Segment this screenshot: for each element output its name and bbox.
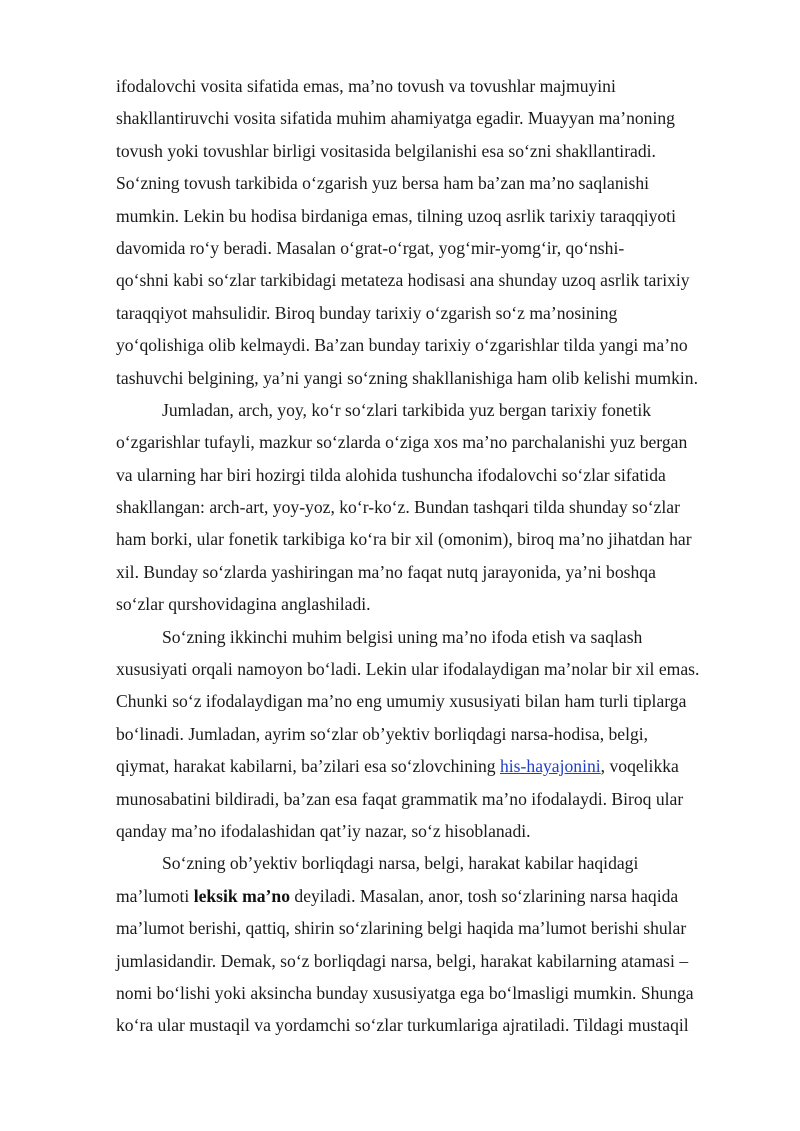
text-line: ma’lumot berishi, qattiq, shirin so‘zlarining belgi haqida ma’lumot berishi shular bbox=[116, 918, 687, 939]
paragraph-1 bbox=[116, 70, 744, 394]
text-line-indented: Jumladan, arch, yoy, ko‘r so‘zlari tarkibida yuz bergan tarixiy fonetik bbox=[162, 399, 652, 420]
text-line: qanday ma’no ifodalashidan qat’iy nazar, so‘z hisoblanadi. bbox=[116, 820, 531, 841]
text-line: nomi bo‘lishi yoki aksincha bunday xususiyatga ega bo‘lmasligi mumkin. Shunga bbox=[116, 982, 694, 1003]
text-line: o‘zgarishlar tufayli, mazkur so‘zlarda o‘ziga xos ma’no parchalanishi yuz bergan bbox=[116, 432, 688, 453]
text-segment: deyiladi. Masalan, anor, tosh so‘zlarining narsa haqida bbox=[290, 885, 679, 906]
text-segment: , voqelikka bbox=[600, 756, 679, 777]
text-line: Chunki so‘z ifodalaydigan ma’no eng umumiy xususiyati bilan ham turli tiplarga bbox=[116, 691, 687, 712]
text-line: shakllantiruvchi vosita sifatida muhim ahamiyatga egadir. Muayyan ma’noning bbox=[116, 108, 675, 129]
text-line: mumkin. Lekin bu hodisa birdaniga emas, tilning uzoq asrlik tarixiy taraqqiyoti bbox=[116, 205, 676, 226]
text-line: munosabatini bildiradi, ba’zan esa faqat grammatik ma’no ifodalaydi. Biroq ular bbox=[116, 788, 684, 809]
text-line: xususiyati orqali namoyon bo‘ladi. Lekin ular ifodalaydigan ma’nolar bir xil emas. bbox=[116, 659, 700, 680]
text-segment: ma’lumoti bbox=[116, 885, 194, 906]
text-line: ifodalovchi vosita sifatida emas, ma’no tovush va tovushlar majmuyini bbox=[116, 76, 616, 96]
text-line: yo‘qolishiga olib kelmaydi. Ba’zan bunday tarixiy o‘zgarishlar tilda yangi ma’no bbox=[116, 335, 688, 356]
text-line: so‘zlar qurshovidagina anglashiladi. bbox=[116, 594, 371, 615]
text-line: ko‘ra ular mustaqil va yordamchi so‘zlar turkumlariga ajratiladi. Tildagi mustaqil bbox=[116, 1015, 689, 1036]
text-segment: qiymat, harakat kabilarni, ba’zilari esa so‘zlovchining bbox=[116, 756, 500, 777]
paragraph-4 bbox=[116, 847, 744, 1041]
text-line: So‘zning tovush tarkibida o‘zgarish yuz bersa ham ba’zan ma’no saqlanishi bbox=[116, 173, 650, 194]
paragraph-3 bbox=[116, 621, 744, 848]
text-line: ham borki, ular fonetik tarkibiga ko‘ra bir xil (omonim), biroq ma’no jihatdan har bbox=[116, 529, 692, 550]
term-leksik-mano: leksik ma’no bbox=[193, 885, 290, 906]
text-line: jumlasidandir. Demak, so‘z borliqdagi narsa, belgi, harakat kabilarning atamasi – bbox=[116, 950, 689, 971]
text-line: qo‘shni kabi so‘zlar tarkibidagi metateza hodisasi ana shunday uzoq asrlik tarixiy bbox=[116, 270, 690, 291]
document-page bbox=[116, 70, 744, 1042]
text-line-indented: So‘zning ikkinchi muhim belgisi uning ma’no ifoda etish va saqlash bbox=[162, 626, 643, 647]
text-line: tovush yoki tovushlar birligi vositasida belgilanishi esa so‘zni shakllantiradi. bbox=[116, 140, 656, 161]
text-line: davomida ro‘y beradi. Masalan o‘grat-o‘rgat, yog‘mir-yomg‘ir, qo‘nshi- bbox=[116, 237, 625, 258]
text-line-indented: So‘zning ob’yektiv borliqdagi narsa, belgi, harakat kabilar haqidagi bbox=[162, 853, 639, 874]
text-line: bo‘linadi. Jumladan, ayrim so‘zlar ob’yektiv borliqdagi narsa-hodisa, belgi, bbox=[116, 723, 649, 744]
text-line: xil. Bunday so‘zlarda yashiringan ma’no faqat nutq jarayonida, ya’ni boshqa bbox=[116, 561, 656, 582]
paragraph-2 bbox=[116, 394, 744, 621]
text-line: tashuvchi belgining, ya’ni yangi so‘zning shakllanishiga ham olib kelishi mumkin. bbox=[116, 367, 698, 388]
text-line-with-link bbox=[116, 750, 744, 782]
text-line: shakllangan: arch-art, yoy-yoz, ko‘r-ko‘z. Bundan tashqari tilda shunday so‘zlar bbox=[116, 497, 680, 518]
text-line: va ularning har biri hozirgi tilda alohida tushuncha ifodalovchi so‘zlar sifatida bbox=[116, 464, 666, 485]
his-hayajonini-link[interactable]: his-hayajonini bbox=[500, 756, 601, 777]
text-line-with-term bbox=[116, 880, 744, 912]
text-line: taraqqiyot mahsulidir. Biroq bunday tarixiy o‘zgarish so‘z ma’nosining bbox=[116, 302, 618, 323]
